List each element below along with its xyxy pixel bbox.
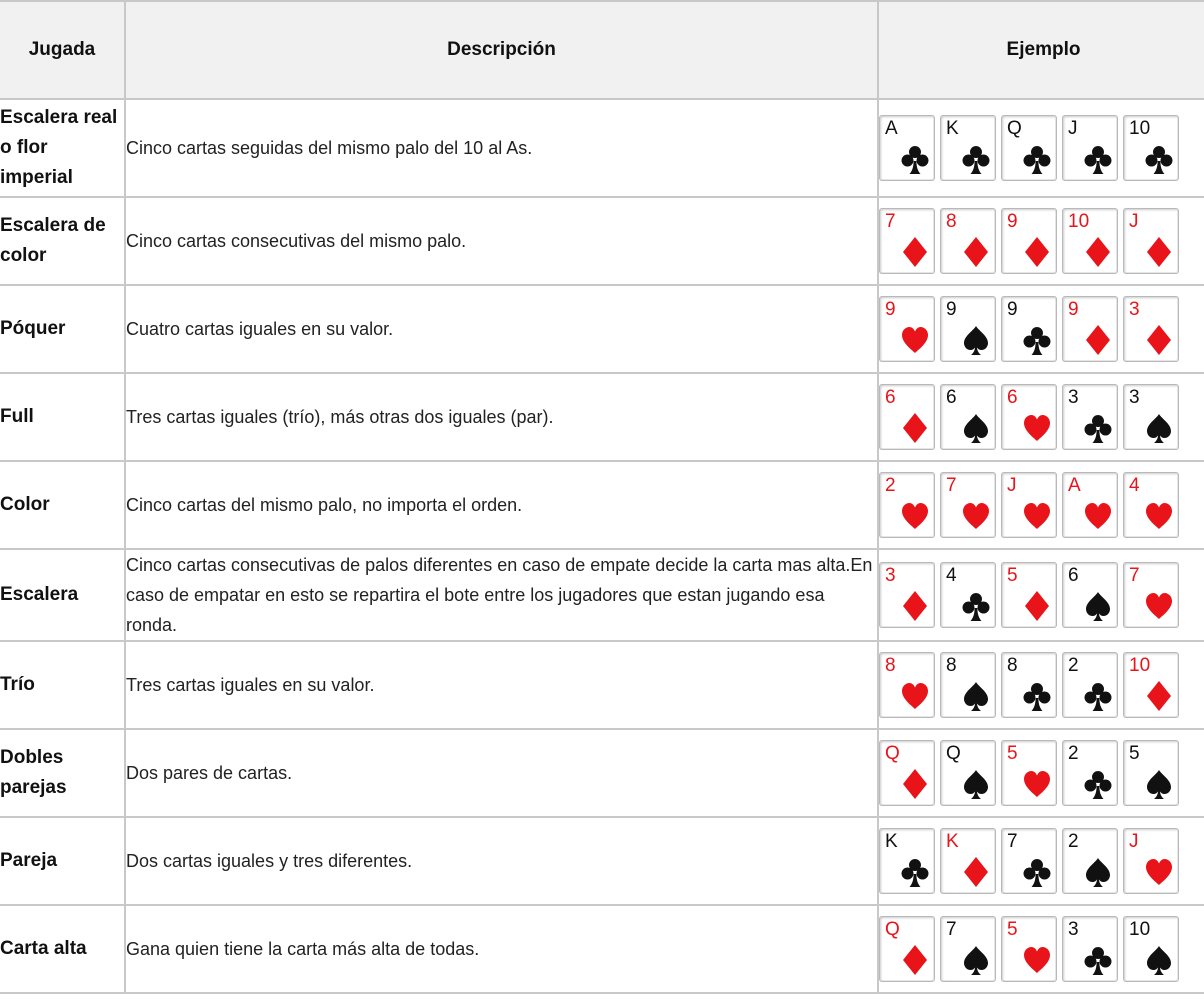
card-rank: K [946, 118, 959, 139]
club-icon [960, 143, 992, 175]
card-rank: 6 [946, 387, 957, 408]
club-icon [899, 856, 931, 888]
heart-icon [1021, 768, 1053, 800]
heart-icon [1021, 412, 1053, 444]
playing-card [1062, 296, 1118, 362]
card-rank: 9 [1007, 299, 1018, 320]
playing-card [1123, 472, 1179, 538]
card-rank: 3 [885, 565, 896, 586]
header-row [0, 1, 1204, 99]
club-icon [1082, 143, 1114, 175]
hand-description: Cinco cartas del mismo palo, no importa el orden. [125, 461, 878, 549]
playing-card [879, 916, 935, 982]
playing-card [940, 208, 996, 274]
card-row [879, 652, 1204, 718]
table-row [0, 285, 1204, 373]
card-row [879, 296, 1204, 362]
card-rank: 3 [1129, 299, 1140, 320]
diamond-icon [1021, 590, 1053, 622]
playing-card [1001, 115, 1057, 181]
playing-card [940, 472, 996, 538]
playing-card [1123, 740, 1179, 806]
diamond-icon [899, 412, 931, 444]
hand-name: Escalera de color [0, 197, 125, 285]
diamond-icon [899, 236, 931, 268]
hand-description: Dos cartas iguales y tres diferentes. [125, 817, 878, 905]
hand-example [878, 285, 1204, 373]
playing-card [940, 115, 996, 181]
card-rank: 6 [1007, 387, 1018, 408]
hand-description: Gana quien tiene la carta más alta de todas. [125, 905, 878, 993]
card-rank: J [1129, 211, 1139, 232]
diamond-icon [899, 590, 931, 622]
playing-card [1062, 740, 1118, 806]
card-rank: 10 [1129, 118, 1151, 139]
heart-icon [1143, 590, 1175, 622]
diamond-icon [1082, 236, 1114, 268]
card-rank: 2 [885, 475, 896, 496]
diamond-icon [960, 236, 992, 268]
card-row [879, 472, 1204, 538]
spade-icon [1082, 856, 1114, 888]
heart-icon [899, 324, 931, 356]
club-icon [960, 590, 992, 622]
card-rank: J [1129, 831, 1139, 852]
card-rank: 7 [1007, 831, 1018, 852]
playing-card [1001, 384, 1057, 450]
card-row [879, 828, 1204, 894]
playing-card [940, 740, 996, 806]
playing-card [1062, 562, 1118, 628]
club-icon [1021, 856, 1053, 888]
card-rank: Q [885, 919, 900, 940]
heart-icon [960, 500, 992, 532]
playing-card [940, 384, 996, 450]
playing-card [879, 828, 935, 894]
hand-description: Cinco cartas consecutivas de palos diferentes en caso de empate decide la carta mas alta.En caso de empatar en esto se repartira el bote entre los jugadores que estan jugando esa ronda. [125, 549, 878, 641]
card-rank: Q [885, 743, 900, 764]
card-rank: K [946, 831, 959, 852]
card-rank: 10 [1068, 211, 1090, 232]
hand-name: Dobles parejas [0, 729, 125, 817]
card-rank: 5 [1007, 565, 1018, 586]
playing-card [1062, 828, 1118, 894]
club-icon [1021, 143, 1053, 175]
card-rank: J [1007, 475, 1017, 496]
header-example: Ejemplo [878, 1, 1204, 99]
club-icon [1021, 680, 1053, 712]
table-row [0, 641, 1204, 729]
playing-card [940, 296, 996, 362]
hand-name: Escalera real o flor imperial [0, 99, 125, 197]
card-rank: 4 [946, 565, 957, 586]
card-rank: 3 [1129, 387, 1140, 408]
card-rank: Q [946, 743, 961, 764]
hand-name: Escalera [0, 549, 125, 641]
table-row [0, 905, 1204, 993]
playing-card [1062, 916, 1118, 982]
hand-example [878, 549, 1204, 641]
diamond-icon [1143, 236, 1175, 268]
heart-icon [899, 500, 931, 532]
playing-card [1001, 208, 1057, 274]
club-icon [1021, 324, 1053, 356]
spade-icon [960, 768, 992, 800]
playing-card [940, 562, 996, 628]
playing-card [1001, 562, 1057, 628]
spade-icon [1082, 590, 1114, 622]
heart-icon [1082, 500, 1114, 532]
playing-card [1001, 828, 1057, 894]
card-rank: 9 [1007, 211, 1018, 232]
card-rank: 8 [1007, 655, 1018, 676]
playing-card [1062, 652, 1118, 718]
hand-name: Pareja [0, 817, 125, 905]
card-row [879, 384, 1204, 450]
spade-icon [1143, 768, 1175, 800]
card-rank: 8 [946, 211, 957, 232]
hand-description: Dos pares de cartas. [125, 729, 878, 817]
card-rank: J [1068, 118, 1078, 139]
card-rank: 7 [885, 211, 896, 232]
card-rank: 7 [1129, 565, 1140, 586]
hand-example [878, 461, 1204, 549]
table-row [0, 197, 1204, 285]
card-rank: 2 [1068, 831, 1079, 852]
playing-card [1123, 384, 1179, 450]
card-rank: Q [1007, 118, 1022, 139]
spade-icon [960, 680, 992, 712]
heart-icon [1143, 500, 1175, 532]
playing-card [1123, 296, 1179, 362]
card-rank: 4 [1129, 475, 1140, 496]
diamond-icon [1021, 236, 1053, 268]
card-row [879, 562, 1204, 628]
playing-card [879, 115, 935, 181]
hand-example [878, 905, 1204, 993]
card-rank: 7 [946, 475, 957, 496]
card-row [879, 115, 1204, 181]
playing-card [940, 828, 996, 894]
playing-card [1001, 472, 1057, 538]
playing-card [879, 562, 935, 628]
playing-card [1123, 208, 1179, 274]
playing-card [1001, 740, 1057, 806]
diamond-icon [1143, 680, 1175, 712]
card-rank: 2 [1068, 655, 1079, 676]
diamond-icon [899, 768, 931, 800]
hand-name: Color [0, 461, 125, 549]
card-rank: 10 [1129, 919, 1151, 940]
card-rank: A [885, 118, 898, 139]
hand-description: Cinco cartas seguidas del mismo palo del 10 al As. [125, 99, 878, 197]
playing-card [1001, 652, 1057, 718]
card-row [879, 208, 1204, 274]
card-rank: 3 [1068, 387, 1079, 408]
hand-example [878, 373, 1204, 461]
playing-card [879, 472, 935, 538]
card-rank: 9 [1068, 299, 1079, 320]
hand-name: Carta alta [0, 905, 125, 993]
playing-card [879, 384, 935, 450]
playing-card [1062, 115, 1118, 181]
playing-card [1123, 916, 1179, 982]
hand-example [878, 641, 1204, 729]
table-row [0, 817, 1204, 905]
club-icon [1082, 768, 1114, 800]
header-description: Descripción [125, 1, 878, 99]
hand-name: Trío [0, 641, 125, 729]
hand-example [878, 729, 1204, 817]
card-rank: 10 [1129, 655, 1151, 676]
playing-card [940, 652, 996, 718]
table-row [0, 373, 1204, 461]
card-rank: 3 [1068, 919, 1079, 940]
playing-card [879, 296, 935, 362]
playing-card [879, 740, 935, 806]
card-rank: 9 [946, 299, 957, 320]
table-row [0, 461, 1204, 549]
hand-example [878, 99, 1204, 197]
playing-card [879, 208, 935, 274]
playing-card [1001, 296, 1057, 362]
playing-card [879, 652, 935, 718]
card-rank: 2 [1068, 743, 1079, 764]
diamond-icon [1082, 324, 1114, 356]
heart-icon [899, 680, 931, 712]
spade-icon [960, 412, 992, 444]
diamond-icon [899, 944, 931, 976]
card-rank: 8 [885, 655, 896, 676]
table-row [0, 549, 1204, 641]
playing-card [1123, 652, 1179, 718]
card-rank: 5 [1007, 743, 1018, 764]
playing-card [1123, 828, 1179, 894]
card-rank: A [1068, 475, 1081, 496]
playing-card [1062, 472, 1118, 538]
club-icon [1082, 944, 1114, 976]
hand-description: Tres cartas iguales en su valor. [125, 641, 878, 729]
hand-example [878, 817, 1204, 905]
card-row [879, 916, 1204, 982]
table-body [0, 99, 1204, 993]
spade-icon [960, 324, 992, 356]
table-row [0, 99, 1204, 197]
playing-card [1123, 115, 1179, 181]
heart-icon [1021, 944, 1053, 976]
spade-icon [960, 944, 992, 976]
card-rank: K [885, 831, 898, 852]
hand-example [878, 197, 1204, 285]
diamond-icon [960, 856, 992, 888]
hand-description: Cuatro cartas iguales en su valor. [125, 285, 878, 373]
card-row [879, 740, 1204, 806]
club-icon [1082, 680, 1114, 712]
table-row [0, 729, 1204, 817]
playing-card [940, 916, 996, 982]
header-play: Jugada [0, 1, 125, 99]
card-rank: 6 [1068, 565, 1079, 586]
playing-card [1123, 562, 1179, 628]
club-icon [1143, 143, 1175, 175]
hand-name: Full [0, 373, 125, 461]
heart-icon [1021, 500, 1053, 532]
hand-description: Tres cartas iguales (trío), más otras dos iguales (par). [125, 373, 878, 461]
spade-icon [1143, 944, 1175, 976]
club-icon [899, 143, 931, 175]
playing-card [1001, 916, 1057, 982]
heart-icon [1143, 856, 1175, 888]
club-icon [1082, 412, 1114, 444]
hand-name: Póquer [0, 285, 125, 373]
diamond-icon [1143, 324, 1175, 356]
card-rank: 5 [1007, 919, 1018, 940]
spade-icon [1143, 412, 1175, 444]
card-rank: 5 [1129, 743, 1140, 764]
playing-card [1062, 208, 1118, 274]
hand-description: Cinco cartas consecutivas del mismo palo. [125, 197, 878, 285]
card-rank: 6 [885, 387, 896, 408]
card-rank: 9 [885, 299, 896, 320]
playing-card [1062, 384, 1118, 450]
card-rank: 8 [946, 655, 957, 676]
card-rank: 7 [946, 919, 957, 940]
